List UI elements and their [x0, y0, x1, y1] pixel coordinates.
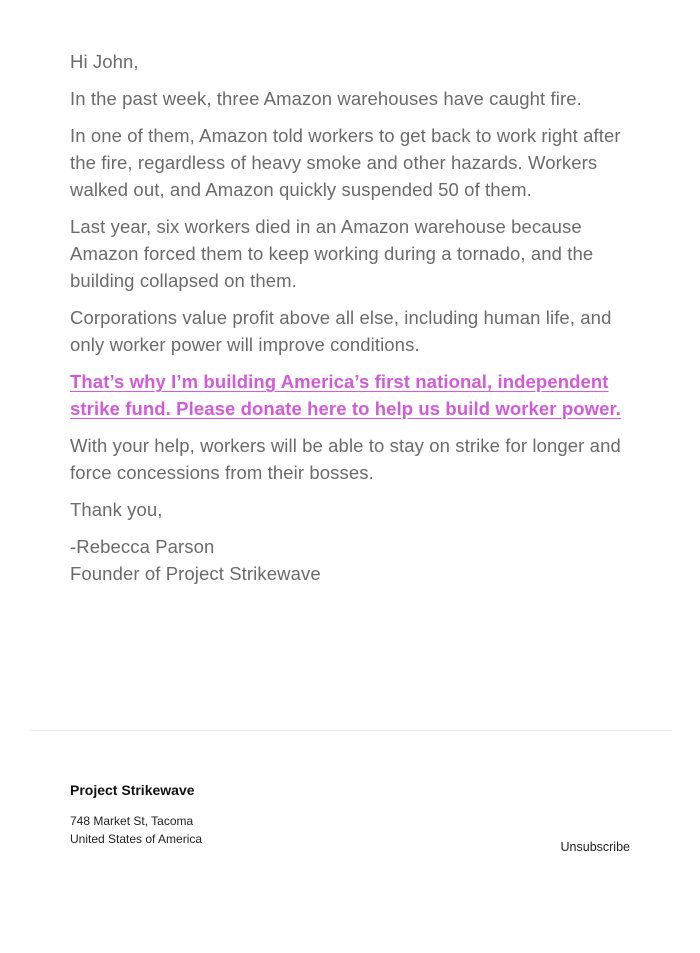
- signature-title: Founder of Project Strikewave: [70, 563, 321, 584]
- paragraph-fires: In the past week, three Amazon warehouses have caught fire.: [70, 88, 582, 109]
- address-line-1: 748 Market St, Tacoma: [70, 814, 194, 828]
- paragraph-walkout: In one of them, Amazon told workers to get back to work right after the fire, regardless of heavy smoke and other hazards. Workers walked out, and Amazon quickly suspended 50 of them.: [70, 125, 621, 200]
- paragraph-profit: Corporations value profit above all else, including human life, and only worker power will improve conditions.: [70, 307, 612, 355]
- signature-name: -Rebecca Parson: [70, 536, 215, 557]
- footer-org-name: Project Strikewave: [70, 782, 195, 798]
- donate-link[interactable]: That’s why I’m building America’s first national, independent strike fund. Please donate here to help us build worker power.: [70, 371, 622, 419]
- footer-divider: [30, 730, 672, 731]
- email-body: [70, 48, 645, 597]
- closing-paragraph: With your help, workers will be able to stay on strike for longer and force concessions from their bosses.: [70, 435, 621, 483]
- greeting: Hi John,: [70, 51, 139, 72]
- signature: [70, 533, 645, 587]
- paragraph-tornado: Last year, six workers died in an Amazon warehouse because Amazon forced them to keep working during a tornado, and the building collapsed on them.: [70, 216, 594, 291]
- unsubscribe-link[interactable]: Unsubscribe: [560, 840, 630, 854]
- sign-off: Thank you,: [70, 499, 163, 520]
- cta-paragraph: [70, 368, 645, 422]
- footer-address: [70, 812, 202, 848]
- address-line-2: United States of America: [70, 832, 203, 846]
